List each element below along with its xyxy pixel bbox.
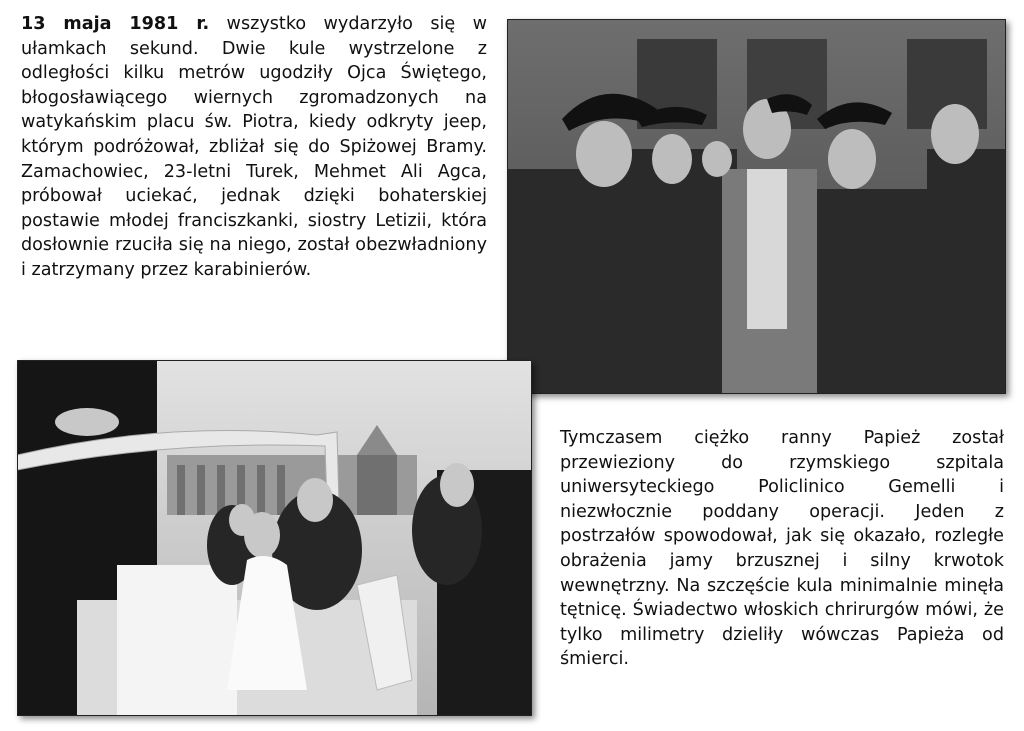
paragraph-top	[21, 12, 487, 283]
paragraph-top-date: 13 maja 1981 r.	[21, 14, 210, 34]
paragraph-bottom-body: Tymczasem ciężko ranny Papież został przewieziony do rzymskiego szpitala uniwersyteckiego Policlinico Gemelli i niezwłocznie poddany operacji. Jeden z postrzałów spowodował, jak się okazało, rozległe obrażenia jamy brzusznej i silny krwotok wewnętrzny. Na szczęście kula minimalnie minęła tętnicę. Świadectwo włoskich chrirurgów mówi, że tylko milimetry dzieliły wówczas Papieża od śmierci.	[560, 428, 1004, 670]
photo-pope-illustration	[17, 360, 532, 716]
photo-arrest-of-assassin	[507, 19, 1006, 394]
photo-wounded-pope-in-jeep	[17, 360, 532, 716]
paragraph-bottom	[560, 426, 1004, 672]
photo-arrest-illustration	[507, 19, 1006, 394]
paragraph-top-body: wszystko wydarzyło się w ułamkach sekund. Dwie kule wystrzelone z odległości kilku metrów ugodziły Ojca Świętego, błogosławiącego wiernych zgromadzonych na watykańskim placu św. Piotra, kiedy odkryty jeep, którym podróżował, zbliżał się do Spiżowej Bramy. Zamachowiec, 23-letni Turek, Mehmet Ali Agca, próbował uciekać, jednak dzięki bohaterskiej postawie młodej franciszkanki, siostry Letizii, która dosłownie rzuciła się na niego, został obezwładniony i zatrzymany przez karabinierów.	[21, 14, 487, 280]
